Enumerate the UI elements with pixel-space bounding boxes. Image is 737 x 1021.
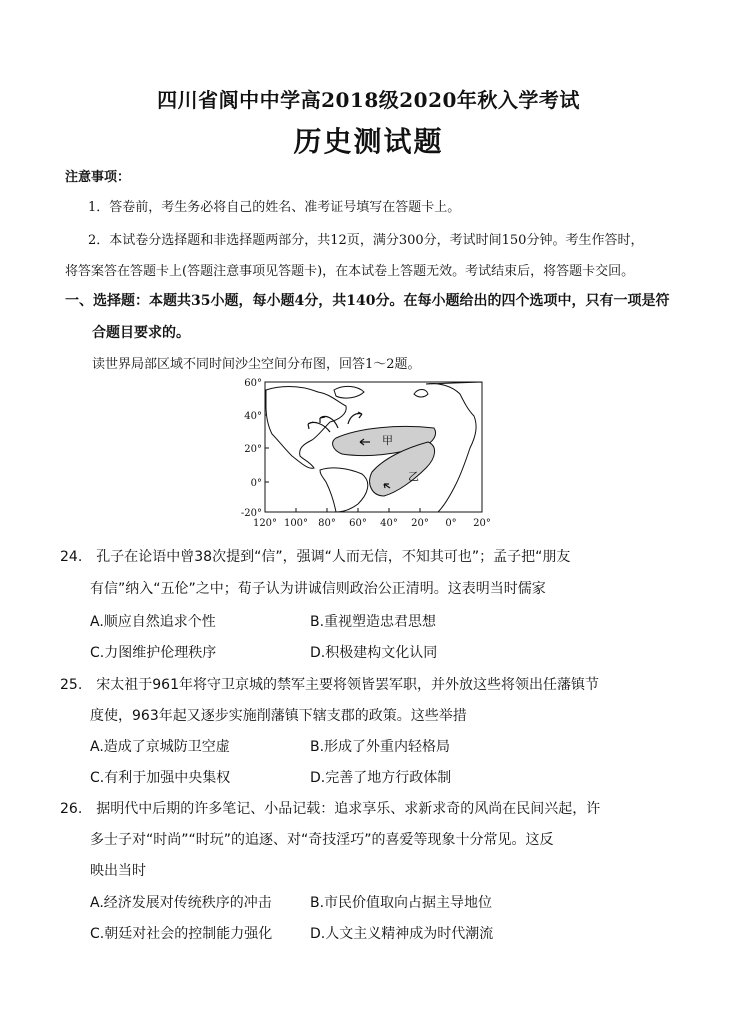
q26-stem-line2: 多士子对“时尚”“时玩”的追逐、对“奇技淫巧”的喜爱等现象十分常见。这反 [90, 832, 554, 848]
map-lon-label: 120° [252, 518, 278, 529]
q24-stem-line2: 有信”纳入“五伦”之中；荀子认为讲诚信则政治公正清明。这表明当时儒家 [90, 581, 546, 597]
q24-option-c[interactable]: C.力图维护伦理秩序 [90, 645, 217, 661]
dust-distribution-map [238, 376, 496, 534]
notice-heading: 注意事项： [65, 170, 131, 185]
map-lon-label: 20° [411, 518, 429, 529]
q24-stem-line1: 24. 孔子在论语中曾38次提到“信”，强调“人而无信，不知其可也”；孟子把“朋友 [60, 549, 571, 565]
map-lat-label: 40° [244, 411, 262, 422]
map-intro: 读世界局部区域不同时间沙尘空间分布图，回答1～2题。 [92, 357, 421, 372]
q26-option-b[interactable]: B.市民价值取向占据主导地位 [310, 895, 493, 911]
section-heading-line1: 一、选择题：本题共35小题，每小题4分，共140分。在每小题给出的四个选项中，只有一项是符 [65, 293, 670, 309]
map-lat-label: 60° [244, 378, 262, 389]
q25-stem-line2: 度使，963年起又逐步实施削藩镇下辖支郡的政策。这些举措 [90, 708, 467, 724]
q25-option-b[interactable]: B.形成了外重内轻格局 [310, 739, 451, 755]
q25-option-d[interactable]: D.完善了地方行政体制 [310, 770, 452, 786]
map-lon-label: 0° [445, 518, 457, 529]
q24-option-b[interactable]: B.重视塑造忠君思想 [310, 614, 437, 630]
map-lat-label: 20° [244, 444, 262, 455]
notice-item-1: 1．答卷前，考生务必将自己的姓名、准考证号填写在答题卡上。 [88, 200, 461, 215]
notice-item-2-line2: 将答案答在答题卡上(答题注意事项见答题卡)，在本试卷上答题无效。考试结束后，将答题卡交回。 [65, 264, 635, 279]
map-lon-label: 60° [349, 518, 367, 529]
q25-option-a[interactable]: A.造成了京城防卫空虚 [90, 739, 230, 755]
q25-option-c[interactable]: C.有利于加强中央集权 [90, 770, 231, 786]
section-heading-line2: 合题目要求的。 [92, 325, 190, 341]
q24-option-d[interactable]: D.积极建构文化认同 [310, 645, 438, 661]
q26-option-c[interactable]: C.朝廷对社会的控制能力强化 [90, 926, 273, 942]
q26-option-a[interactable]: A.经济发展对传统秩序的冲击 [90, 895, 272, 911]
map-lon-label: 80° [318, 518, 336, 529]
q26-stem-line3: 映出当时 [90, 863, 146, 879]
exam-title: 四川省阆中中学高2018级2020年秋入学考试 [157, 88, 580, 112]
zone-label-yi: 乙 [408, 470, 419, 483]
q26-option-d[interactable]: D.人文主义精神成为时代潮流 [310, 926, 494, 942]
zone-label-jia: 甲 [382, 434, 393, 447]
notice-item-2-line1: 2．本试卷分选择题和非选择题两部分，共12页，满分300分，考试时间150分钟。考生作答时， [88, 233, 644, 248]
map-lon-label: 20° [473, 518, 491, 529]
q25-stem-line1: 25. 宋太祖于961年将守卫京城的禁军主要将领皆罢军职，并外放这些将领出任藩镇节 [60, 677, 599, 693]
map-lon-label: 100° [283, 518, 309, 529]
q24-option-a[interactable]: A.顺应自然追求个性 [90, 614, 216, 630]
map-lon-label: 40° [380, 518, 398, 529]
map-lat-label: 0° [250, 478, 262, 489]
exam-subject-title: 历史测试题 [293, 125, 444, 158]
q26-stem-line1: 26. 据明代中后期的许多笔记、小品记载：追求享乐、求新求奇的风尚在民间兴起，许 [60, 801, 601, 817]
map-lat-label: -20° [240, 508, 262, 519]
